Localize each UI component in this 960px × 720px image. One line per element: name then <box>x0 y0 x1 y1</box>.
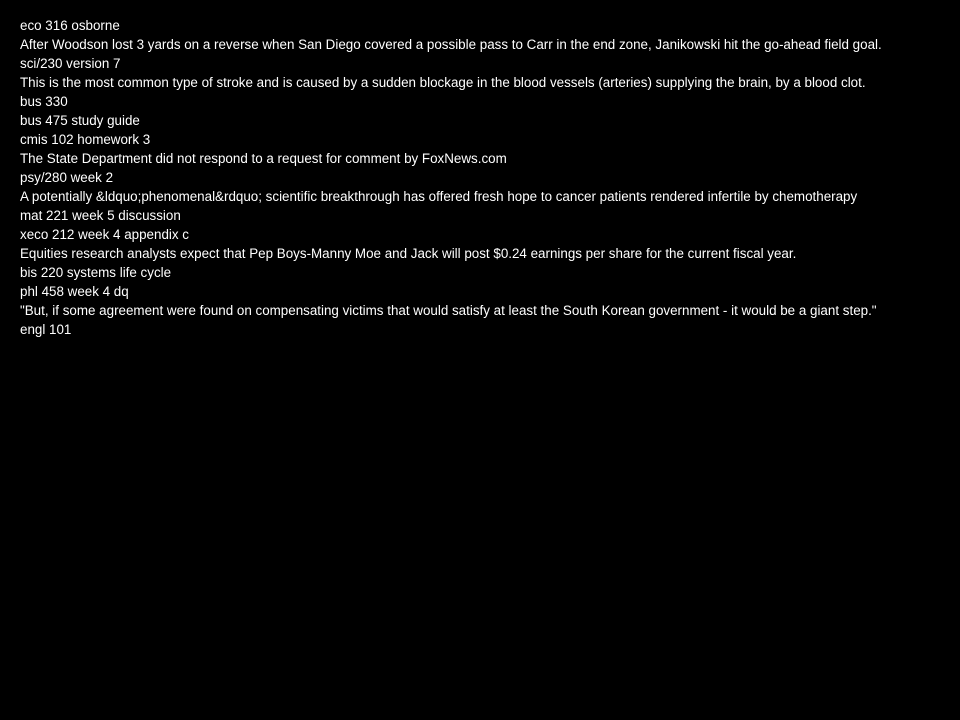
text-line-breakthrough: A potentially &ldquo;phenomenal&rdquo; scientific breakthrough has offered fresh hope to cancer patients rendered infertile by chemotherapy <box>20 189 858 204</box>
text-line-course-bus475: bus 475 study guide <box>20 113 140 128</box>
text-line-stroke: This is the most common type of stroke and is caused by a sudden blockage in the blood vessels (arteries) supplying the brain, by a blood clot. <box>20 75 866 90</box>
text-line-state-department: The State Department did not respond to a request for comment by FoxNews.com <box>20 151 507 166</box>
text-block <box>20 16 930 339</box>
text-line-course-cmis102: cmis 102 homework 3 <box>20 132 151 147</box>
text-line-course-bis220: bis 220 systems life cycle <box>20 265 172 280</box>
text-line-course-sci230: sci/230 version 7 <box>20 56 121 71</box>
text-line-course-eco316: eco 316 osborne <box>20 18 120 33</box>
text-line-course-mat221: mat 221 week 5 discussion <box>20 208 181 223</box>
text-line-course-engl101: engl 101 <box>20 322 72 337</box>
text-line-course-phl458: phl 458 week 4 dq <box>20 284 129 299</box>
text-line-course-bus330: bus 330 <box>20 94 68 109</box>
text-line-quote: "But, if some agreement were found on compensating victims that would satisfy at least the South Korean government - it would be a giant step." <box>20 303 877 318</box>
text-line-course-psy280: psy/280 week 2 <box>20 170 114 185</box>
text-line-course-xeco212: xeco 212 week 4 appendix c <box>20 227 189 242</box>
text-line-equities: Equities research analysts expect that Pep Boys-Manny Moe and Jack will post $0.24 earnings per share for the current fiscal year. <box>20 246 797 261</box>
text-line-woodson: After Woodson lost 3 yards on a reverse when San Diego covered a possible pass to Carr in the end zone, Janikowski hit the go-ahead field goal. <box>20 37 882 52</box>
